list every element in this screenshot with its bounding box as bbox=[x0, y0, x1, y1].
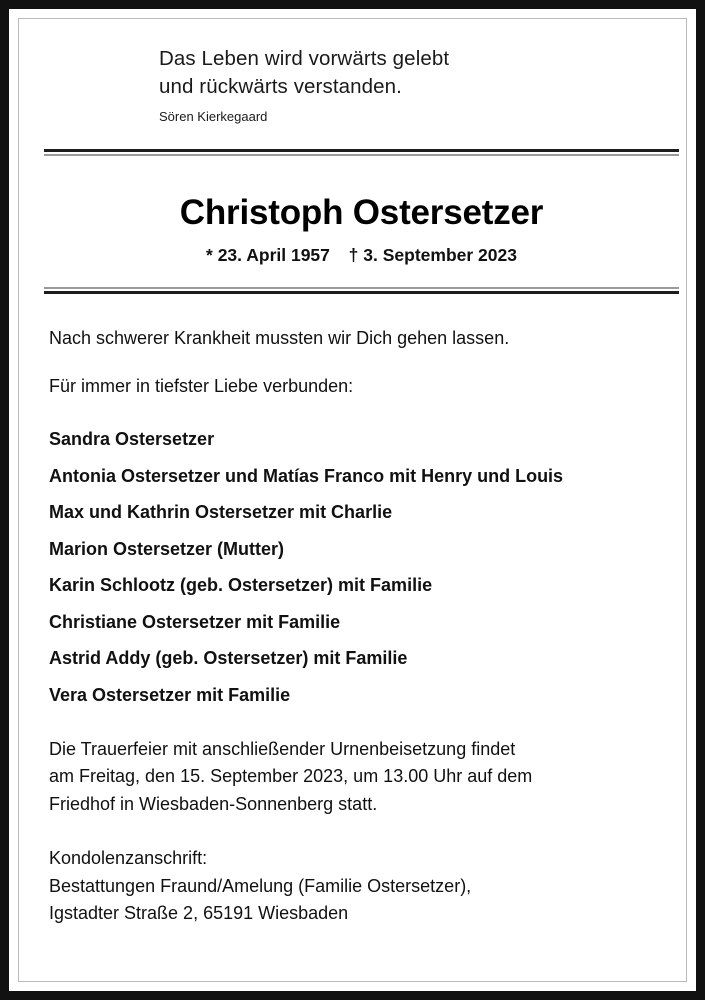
life-dates bbox=[19, 243, 704, 267]
death-symbol: † bbox=[348, 245, 359, 265]
service-line-1: Die Trauerfeier mit anschließender Urnenbeisetzung findet bbox=[49, 738, 516, 759]
list-item: Karin Schlootz (geb. Ostersetzer) mit Familie bbox=[49, 575, 433, 595]
list-item: Antonia Ostersetzer und Matías Franco mit Henry und Louis bbox=[49, 465, 564, 486]
death-date: 3. September 2023 bbox=[363, 245, 517, 265]
list-item: Marion Ostersetzer (Mutter) bbox=[49, 538, 285, 559]
birth-date: 23. April 1957 bbox=[217, 245, 330, 265]
divider-top bbox=[44, 149, 679, 156]
list-item: Astrid Addy (geb. Ostersetzer) mit Familie bbox=[49, 648, 408, 668]
service-details bbox=[49, 736, 704, 819]
divider-bottom-thick-bar bbox=[44, 291, 679, 294]
service-line-2: am Freitag, den 15. September 2023, um 13.00 Uhr auf dem bbox=[49, 766, 533, 786]
list-item: Max und Kathrin Ostersetzer mit Charlie bbox=[49, 502, 393, 522]
quote-attribution: Sören Kierkegaard bbox=[159, 109, 268, 124]
list-item: Christiane Ostersetzer mit Familie bbox=[49, 611, 341, 632]
condolence-block bbox=[49, 845, 704, 928]
condolence-heading: Kondolenzanschrift: bbox=[49, 848, 208, 868]
bond-text: Für immer in tiefster Liebe verbunden: bbox=[49, 376, 354, 396]
quote-block bbox=[19, 19, 704, 127]
intro-text: Nach schwerer Krankheit mussten wir Dich gehen lassen. bbox=[49, 328, 510, 348]
body-block bbox=[19, 325, 704, 928]
deceased-name: Christoph Ostersetzer bbox=[179, 193, 544, 232]
obituary-content bbox=[19, 19, 704, 999]
name-block bbox=[19, 156, 704, 267]
service-line-3: Friedhof in Wiesbaden-Sonnenberg statt. bbox=[49, 793, 378, 814]
list-item: Vera Ostersetzer mit Familie bbox=[49, 684, 291, 705]
birth-symbol: * bbox=[206, 245, 213, 265]
mourners-list bbox=[49, 426, 704, 708]
condolence-line-2: Igstadter Straße 2, 65191 Wiesbaden bbox=[49, 903, 349, 923]
divider-bottom bbox=[44, 287, 679, 294]
condolence-line-1: Bestattungen Fraund/Amelung (Familie Ostersetzer), bbox=[49, 875, 472, 896]
quote-line-1: Das Leben wird vorwärts gelebt bbox=[159, 47, 450, 70]
list-item: Sandra Ostersetzer bbox=[49, 429, 215, 449]
quote-line-2: und rückwärts verstanden. bbox=[159, 75, 402, 98]
